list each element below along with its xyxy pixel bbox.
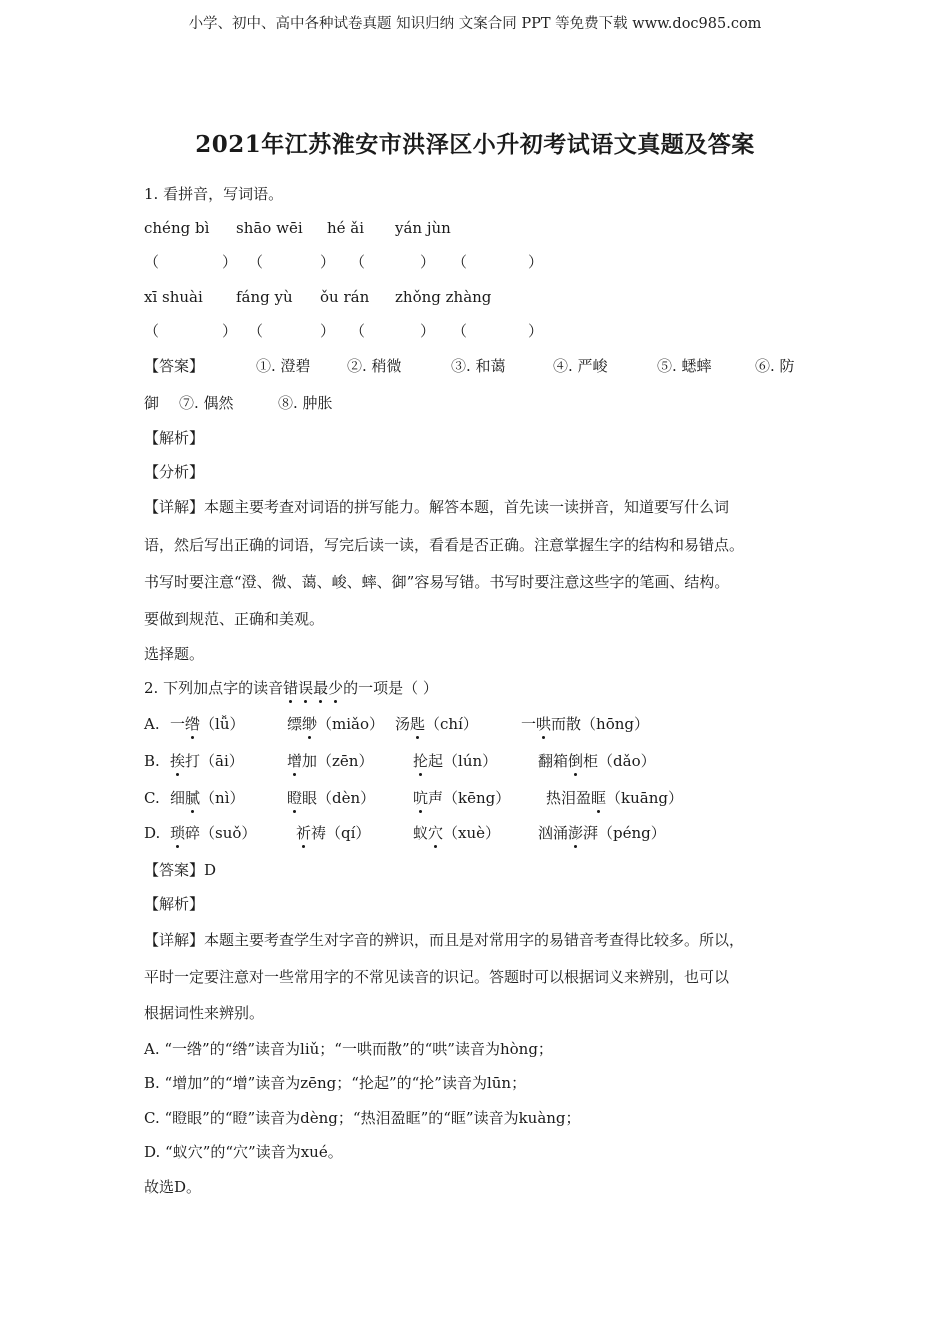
dotted-char: 瞪 [287,789,303,807]
blank-close: ） [320,253,336,271]
option-word [538,823,666,843]
q1-pinyin-row1 [144,218,451,238]
q2-explain-line: A. “一绺”的“绺”读音为liǔ；“一哄而散”的“哄”读音为hòng； [144,1040,553,1058]
answer-item: 御 [144,394,160,412]
q2-option-c [144,788,683,808]
plain-char: 汹涌 [538,824,569,842]
blank-open: （ [452,253,468,271]
option-word [287,714,395,734]
option-word [521,714,649,734]
q1-detail-line: 【详解】本题主要考查对词语的拼写能力。解答本题，首先读一读拼音，知道要写什么词 [144,498,730,516]
dotted-char: 眶 [591,789,607,807]
pinyin: chéng bì [144,219,210,237]
plain-char: 细 [170,789,186,807]
pinyin: hé ǎi [327,219,365,237]
dotted-char: 倒 [568,752,584,770]
dotted-char: 腻 [185,789,201,807]
q2-explain-line: B. “增加”的“增”读音为zēng；“抡起”的“抡”读音为lūn； [144,1074,527,1092]
dotted-char: 绺 [185,715,201,733]
q1-fenxi-label: 【分析】 [144,463,205,481]
option-letter: B. [144,752,160,770]
dotted-char: 误 [298,679,314,697]
option-word [170,751,287,771]
blank-open: （ [144,322,160,340]
pron: 而散（hōng） [551,715,649,733]
option-word [170,788,287,808]
option-word [413,823,538,843]
pron: 祷（qí） [311,824,371,842]
q1-answer-row1 [144,356,795,376]
q1-detail-line: 要做到规范、正确和美观。 [144,610,325,628]
q2-explain-line: C. “瞪眼”的“瞪”读音为dèng；“热泪盈眶”的“眶”读音为kuàng； [144,1109,581,1127]
pinyin: yán jùn [395,219,451,237]
option-word [395,714,521,734]
dotted-char: 挨 [170,752,186,770]
pron: （lǚ） [200,715,245,733]
pron: 碎（suǒ） [185,824,257,842]
dotted-char: 澎 [568,824,584,842]
pinyin: ǒu rán [320,288,370,306]
q2-prompt [144,678,438,698]
q1-blank-row1 [144,252,543,272]
q1-answer-row2 [144,393,333,413]
dotted-char: 祈 [296,824,312,842]
pron: （kuāng） [606,789,683,807]
blank-close: ） [420,322,436,340]
pron: 湃（péng） [583,824,666,842]
dotted-char: 最 [313,679,329,697]
dotted-char: 错 [283,679,299,697]
blank-open: （ [452,322,468,340]
pron: 柜（dǎo） [583,752,656,770]
plain-char: 缥 [287,715,303,733]
page-title: 2021年江苏淮安市洪泽区小升初考试语文真题及答案 [195,131,755,158]
pron: （miǎo） [317,715,385,733]
answer-item: ⑦. 偶然 [179,394,234,412]
answer-item: ③. 和蔼 [451,357,506,375]
option-word [413,751,538,771]
answer-item: ①. 澄碧 [256,357,311,375]
option-word [546,788,683,808]
q2-analysis-label: 【解析】 [144,895,205,913]
pron: 加（zēn） [302,752,374,770]
option-word [170,714,287,734]
q2-detail-line: 平时一定要注意对一些常用字的不常见读音的识记。答题时可以根据词义来辨别，也可以 [144,968,730,986]
blank-close: ） [420,253,436,271]
plain-char: 一 [521,715,537,733]
dotted-char: 少 [328,679,344,697]
option-letter: A. [144,715,160,733]
blank-close: ） [528,253,544,271]
blank-open: （ [248,253,264,271]
option-letter: C. [144,789,160,807]
q2-prompt-end: 的一项是（ ） [343,679,438,697]
pron: 起（lún） [428,752,498,770]
blank-open: （ [144,253,160,271]
q2-option-a [144,714,649,734]
pinyin: zhǒng zhàng [395,288,492,306]
option-word [170,823,296,843]
answer-item: ④. 严峻 [553,357,608,375]
plain-char: 翻箱 [538,752,569,770]
q1-prompt: 1. 看拼音，写词语。 [144,185,284,203]
page-header: 小学、初中、高中各种试卷真题 知识归纳 文案合同 PPT 等免费下载 www.doc985.com [188,16,762,32]
section-label: 选择题。 [144,645,205,663]
pron: （xuè） [443,824,501,842]
plain-char: 热泪盈 [546,789,592,807]
option-word [413,788,546,808]
q2-answer: 【答案】D [144,861,217,879]
blank-close: ） [320,322,336,340]
pron: 眼（dèn） [302,789,376,807]
q2-conclusion: 故选D。 [144,1178,202,1196]
answer-item: ⑧. 肿胀 [278,394,333,412]
plain-char: 汤 [395,715,411,733]
q2-explain-line: D. “蚁穴”的“穴”读音为xué。 [144,1143,343,1161]
dotted-char: 增 [287,752,303,770]
q1-analysis-label: 【解析】 [144,429,205,447]
dotted-char: 匙 [410,715,426,733]
blank-open: （ [350,253,366,271]
q1-detail-line: 语，然后写出正确的词语，写完后读一读，看看是否正确。注意掌握生字的结构和易错点。 [144,536,745,554]
dotted-char: 穴 [428,824,444,842]
dotted-char: 吭 [413,789,429,807]
q2-option-b [144,751,656,771]
option-word [296,823,413,843]
dotted-char: 抡 [413,752,429,770]
option-word [538,751,656,771]
dotted-char: 琐 [170,824,186,842]
blank-open: （ [350,322,366,340]
q1-blank-row2 [144,321,543,341]
pron: 声（kēng） [428,789,511,807]
dotted-char: 缈 [302,715,318,733]
blank-close: ） [222,253,238,271]
pinyin: shāo wēi [236,219,303,237]
q2-prompt-start: 2. 下列加点字的读音 [144,679,284,697]
option-word [287,751,413,771]
blank-close: ） [528,322,544,340]
plain-char: 一 [170,715,186,733]
option-word [287,788,413,808]
q2-detail-line: 【详解】本题主要考查学生对字音的辨识，而且是对常用字的易错音考查得比较多。所以， [144,931,745,949]
q2-detail-line: 根据词性来辨别。 [144,1004,265,1022]
answer-item: ⑥. 防 [755,357,795,375]
pron: 打（āi） [185,752,244,770]
blank-open: （ [248,322,264,340]
answer-label: 【答案】 [144,357,205,375]
pron: （nì） [200,789,245,807]
q1-detail-line: 书写时要注意“澄、微、蔼、峻、蟀、御”容易写错。书写时要注意这些字的笔画、结构。 [144,573,730,591]
dotted-char: 哄 [536,715,552,733]
pinyin: xī shuài [144,288,203,306]
blank-close: ） [222,322,238,340]
pinyin: fáng yù [236,288,293,306]
pron: （chí） [425,715,478,733]
option-letter: D. [144,824,161,842]
q1-pinyin-row2 [144,287,491,307]
answer-item: ⑤. 蟋蟀 [657,357,712,375]
q2-option-d [144,823,666,843]
plain-char: 蚁 [413,824,429,842]
answer-item: ②. 稍微 [347,357,402,375]
